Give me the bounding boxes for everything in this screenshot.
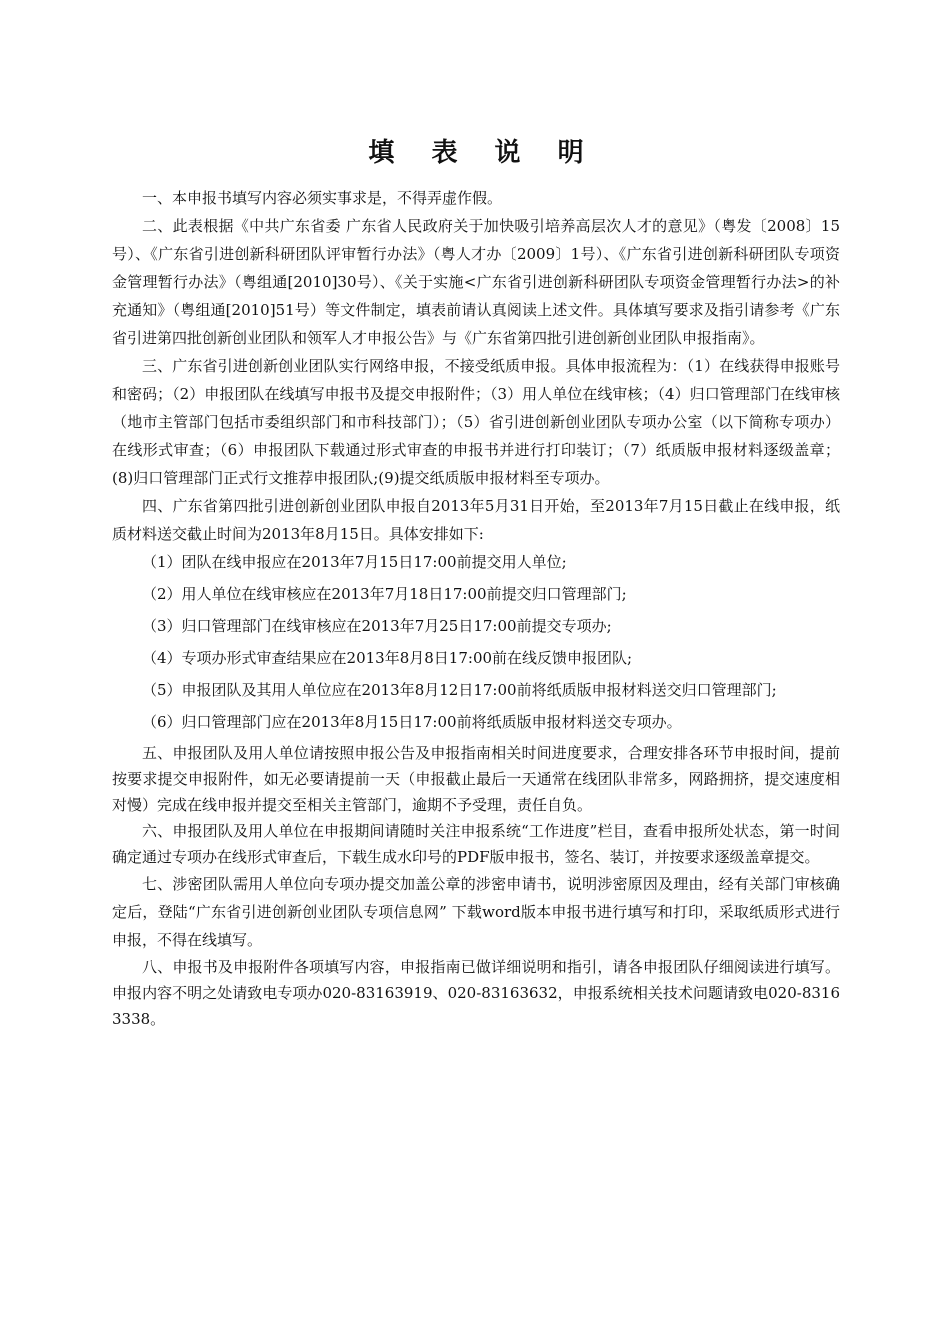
document-page <box>112 128 840 1032</box>
schedule-item-4: （4）专项办形式审查结果应在2013年8月8日17:00前在线反馈申报团队; <box>142 649 633 667</box>
paragraph-6: 六、申报团队及用人单位在申报期间请随时关注申报系统“工作进度”栏目，查看申报所处状态，第一时间确定通过专项办在线形式审查后，下载生成水印号的PDF版申报书，签名、装订，并按要求逐级盖章提交。 <box>112 822 840 866</box>
paragraph-4: 四、广东省第四批引进创新创业团队申报自2013年5月31日开始，至2013年7月15日截止在线申报，纸质材料送交截止时间为2013年8月15日。具体安排如下: <box>112 497 840 543</box>
schedule-list <box>112 548 840 736</box>
paragraph-1: 一、本申报书填写内容必须实事求是，不得弄虚作假。 <box>142 189 503 207</box>
paragraph-5: 五、申报团队及用人单位请按照申报公告及申报指南相关时间进度要求，合理安排各环节申报时间，提前按要求提交申报附件，如无必要请提前一天（申报截止最后一天通常在线团队非常多，网路拥挤，提交速度相对慢）完成在线申报并提交至相关主管部门，逾期不予受理，责任自负。 <box>112 744 840 814</box>
page-title: 填 表 说 明 <box>368 138 598 168</box>
paragraph-2: 二、此表根据《中共广东省委 广东省人民政府关于加快吸引培养高层次人才的意见》（粤发〔2008〕15号）、《广东省引进创新科研团队评审暂行办法》（粤人才办〔2009〕1号）、《广东省引进创新科研团队专项资金管理暂行办法》（粤组通[2010]30号）、《关于实施<广东省引进创新科研团队专项资金管理暂行办法>的补充通知》（粤组通[2010]51号）等文件制定，填表前请认真阅读上述文件。具体填写要求及指引请参考《广东省引进第四批创新创业团队和领军人才申报公告》与《广东省第四批引进创新创业团队申报指南》。 <box>112 217 840 347</box>
paragraph-8: 八、申报书及申报附件各项填写内容，申报指南已做详细说明和指引，请各申报团队仔细阅读进行填写。申报内容不明之处请致电专项办020-83163919、020-83163632，申报系统相关技术问题请致电020-83163338。 <box>112 958 840 1028</box>
schedule-item-2: （2）用人单位在线审核应在2013年7月18日17:00前提交归口管理部门; <box>142 585 627 603</box>
paragraph-3: 三、广东省引进创新创业团队实行网络申报，不接受纸质申报。具体申报流程为：（1）在线获得申报账号和密码；（2）申报团队在线填写申报书及提交申报附件；（3）用人单位在线审核；（4）归口管理部门在线审核（地市主管部门包括市委组织部门和市科技部门）；（5）省引进创新创业团队专项办公室（以下简称专项办）在线形式审查；（6）申报团队下载通过形式审查的申报书并进行打印装订；（7）纸质版申报材料逐级盖章；(8)归口管理部门正式行文推荐申报团队;(9)提交纸质版申报材料至专项办。 <box>112 357 840 487</box>
schedule-item-6: （6）归口管理部门应在2013年8月15日17:00前将纸质版申报材料送交专项办。 <box>142 713 682 731</box>
schedule-item-5: （5）申报团队及其用人单位应在2013年8月12日17:00前将纸质版申报材料送交归口管理部门; <box>142 681 777 699</box>
paragraph-7: 七、涉密团队需用人单位向专项办提交加盖公章的涉密申请书，说明涉密原因及理由，经有关部门审核确定后，登陆“广东省引进创新创业团队专项信息网” 下载word版本申报书进行填写和打印，采取纸质形式进行申报，不得在线填写。 <box>112 875 840 949</box>
schedule-item-3: （3）归口管理部门在线审核应在2013年7月25日17:00前提交专项办; <box>142 617 612 635</box>
schedule-item-1: （1）团队在线申报应在2013年7月15日17:00前提交用人单位; <box>142 553 567 571</box>
